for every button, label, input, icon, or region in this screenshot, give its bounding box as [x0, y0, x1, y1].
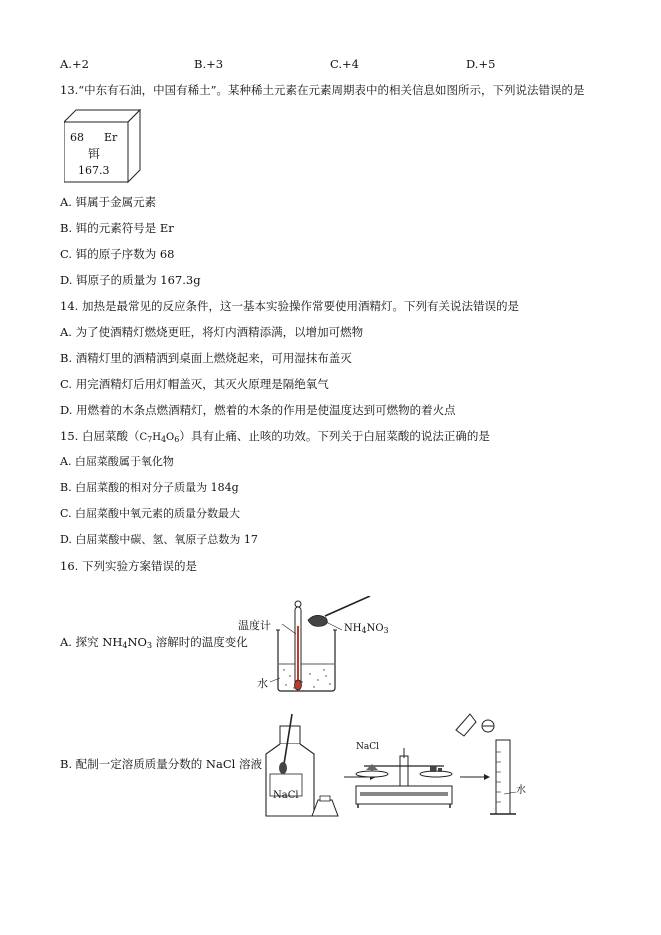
element-card [64, 108, 142, 184]
q13-option-c[interactable]: C. 铒的原子序数为 68 [60, 247, 175, 261]
q16-a-sub2: 3 [146, 641, 153, 650]
q16-stem: 16. 下列实验方案错误的是 [60, 559, 197, 573]
reagent-n-sub: 4 [361, 626, 367, 635]
q15-stem-pre: 15. 白屈菜酸（ [60, 429, 140, 443]
q15-stem-post: ）具有止痛、止咳的功效。下列关于白屈菜酸的说法正确的是 [179, 429, 490, 443]
formula-o-count: 6 [174, 435, 180, 444]
beaker-water-label: 水 [257, 677, 268, 690]
q12-option-c[interactable]: C.+4 [330, 57, 359, 71]
element-symbol: Er [104, 131, 118, 144]
cylinder-water-label: 水 [516, 785, 526, 796]
q12-option-a[interactable]: A.+2 [60, 57, 89, 71]
element-number: 68 [70, 131, 84, 144]
q16-a-text-mid: NO [127, 635, 147, 649]
formula-h-count: 4 [160, 435, 167, 444]
q14-option-b[interactable]: B. 酒精灯里的酒精洒到桌面上燃烧起来，可用湿抹布盖灭 [60, 351, 352, 365]
dissolution-apparatus [238, 596, 398, 696]
q16-option-b[interactable]: B. 配制一定溶质质量分数的 NaCl 溶液 [60, 757, 262, 771]
q12-option-b[interactable]: B.+3 [194, 57, 224, 71]
q15-formula [139, 432, 179, 443]
q15-option-c[interactable]: C. 白屈菜酸中氧元素的质量分数最大 [60, 507, 241, 520]
q15-option-b[interactable]: B. 白屈菜酸的相对分子质量为 184g [60, 481, 239, 494]
q16-a-text-post: 溶解时的温度变化 [152, 635, 248, 649]
q12-option-d[interactable]: D.+5 [466, 57, 496, 71]
bottle-label: NaCl [273, 790, 299, 801]
q14-option-d[interactable]: D. 用燃着的木条点燃酒精灯，燃着的木条的作用是使温度达到可燃物的着火点 [60, 403, 456, 417]
q13-stem: 13.“中东有石油，中国有稀土”。某种稀土元素在元素周期表中的相关信息如图所示，下列说法错误的是 [60, 83, 585, 97]
reagent-label [344, 622, 389, 638]
q13-option-b[interactable]: B. 铒的元素符号是 Er [60, 221, 174, 235]
element-name: 铒 [88, 147, 101, 161]
q14-stem: 14. 加热是最常见的反应条件，这一基本实验操作常要使用酒精灯。下列有关说法错误的是 [60, 299, 519, 313]
solution-prep-figure [260, 712, 525, 824]
q15-option-d[interactable]: D. 白屈菜酸中碳、氢、氧原子总数为 17 [60, 533, 258, 546]
q14-option-c[interactable]: C. 用完酒精灯后用灯帽盖灭，其灭火原理是隔绝氧气 [60, 377, 329, 391]
thermometer-label: 温度计 [238, 619, 271, 632]
formula-c: C [139, 432, 148, 443]
reagent-n: NH [344, 623, 362, 634]
q16-a-sub1: 4 [122, 641, 128, 650]
q16-a-text-pre: A. 探究 NH [60, 635, 123, 649]
formula-o: O [166, 432, 175, 443]
q12-options [60, 57, 620, 71]
balance-label: NaCl [356, 742, 380, 752]
reagent-rest: NO [366, 623, 384, 634]
q15-stem [60, 429, 490, 447]
q14-option-a[interactable]: A. 为了使酒精灯燃烧更旺，将灯内酒精添满，以增加可燃物 [60, 325, 364, 339]
solution-prep-apparatus [260, 712, 525, 824]
formula-h: H [152, 432, 161, 443]
q13-option-a[interactable]: A. 铒属于金属元素 [60, 195, 157, 209]
q16-option-a[interactable] [60, 635, 248, 653]
element-mass: 167.3 [78, 164, 110, 177]
reagent-rest-sub: 3 [383, 626, 389, 635]
q15-option-a[interactable]: A. 白屈菜酸属于氧化物 [60, 455, 174, 468]
q13-option-d[interactable]: D. 铒原子的质量为 167.3g [60, 273, 201, 287]
formula-c-count: 7 [147, 435, 153, 444]
